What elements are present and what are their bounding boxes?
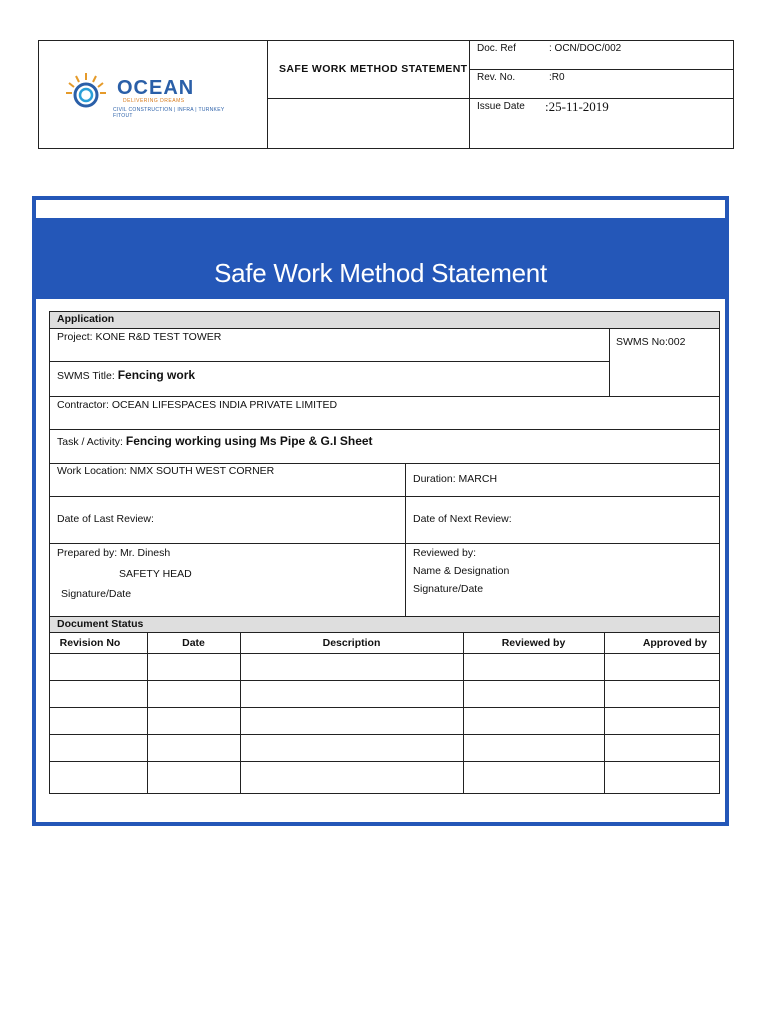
last-review-field: Date of Last Review:: [57, 513, 154, 525]
row-divider: [50, 616, 719, 617]
header-divider: [469, 41, 470, 148]
issue-date-label: Issue Date: [477, 101, 525, 112]
title-banner: [36, 218, 725, 299]
row-divider: [50, 496, 719, 497]
row-divider: [50, 361, 610, 362]
row-divider: [50, 761, 719, 762]
company-logo: [63, 65, 233, 125]
prepared-by-field: Prepared by: Mr. Dinesh: [57, 547, 171, 559]
row-divider: [50, 328, 719, 329]
duration-field: Duration: MARCH: [413, 473, 498, 485]
row-divider: [50, 734, 719, 735]
banner-title: Safe Work Method Statement: [214, 258, 547, 288]
issue-date-value: :25-11-2019: [545, 99, 609, 114]
column-header-date: Date: [182, 637, 205, 649]
contractor-field: Contractor: OCEAN LIFESPACES INDIA PRIVATE LIMITED: [57, 399, 338, 411]
reviewer-name-field: Name & Designation: [413, 565, 510, 577]
ocean-logo-icon: [63, 71, 109, 117]
prepared-by-role: SAFETY HEAD: [119, 568, 192, 580]
header-divider: [469, 69, 733, 70]
header-divider: [267, 41, 268, 148]
task-activity-value: Fencing working using Ms Pipe & G.I Sheet: [125, 434, 373, 448]
column-divider: [604, 632, 605, 793]
prepared-signature-field: Signature/Date: [61, 588, 132, 600]
task-activity-field: [57, 434, 373, 448]
swms-title-field: [57, 368, 195, 382]
column-divider: [147, 632, 148, 793]
row-divider: [50, 429, 719, 430]
column-header-revision-no: Revision No: [59, 637, 121, 649]
doc-ref-value: : OCN/DOC/002: [549, 43, 622, 54]
column-divider: [405, 463, 406, 616]
next-review-field: Date of Next Review:: [413, 513, 512, 525]
swms-number-field: SWMS No:002: [616, 336, 686, 348]
application-section-label: Application: [57, 313, 115, 325]
row-divider: [50, 632, 719, 633]
column-divider: [463, 632, 464, 793]
logo-tagline: DELIVERING DREAMS: [123, 98, 185, 104]
document-status-section-header: [50, 616, 719, 632]
swms-title-value: Fencing work: [117, 368, 196, 382]
project-field: Project: KONE R&D TEST TOWER: [57, 331, 222, 343]
rev-no-label: Rev. No.: [477, 72, 516, 83]
row-divider: [50, 653, 719, 654]
header-document-title: SAFE WORK METHOD STATEMENT: [279, 63, 468, 75]
application-section-header: [50, 312, 719, 328]
document-header: [38, 40, 734, 149]
document-status-section-label: Document Status: [57, 618, 144, 630]
swms-form-table: [49, 311, 720, 794]
row-divider: [50, 463, 719, 464]
swms-title-label: SWMS Title:: [57, 370, 115, 382]
work-location-field: Work Location: NMX SOUTH WEST CORNER: [57, 465, 275, 477]
task-activity-label: Task / Activity:: [57, 436, 123, 448]
column-header-approved-by: Approved by: [642, 637, 707, 649]
swms-form-frame: [32, 196, 729, 826]
reviewer-signature-field: Signature/Date: [413, 583, 484, 595]
row-divider: [50, 707, 719, 708]
row-divider: [50, 396, 719, 397]
rev-no-value: :R0: [549, 72, 565, 83]
column-header-description: Description: [322, 637, 381, 649]
reviewed-by-field: Reviewed by:: [413, 547, 477, 559]
row-divider: [50, 680, 719, 681]
row-divider: [50, 543, 719, 544]
column-header-reviewed-by: Reviewed by: [501, 637, 566, 649]
logo-services: CIVIL CONSTRUCTION | INFRA | TURNKEY FITOUT: [113, 107, 225, 119]
logo-wordmark: OCEAN: [117, 77, 195, 99]
doc-ref-label: Doc. Ref: [477, 43, 516, 54]
column-divider: [240, 632, 241, 793]
column-divider: [609, 328, 610, 396]
